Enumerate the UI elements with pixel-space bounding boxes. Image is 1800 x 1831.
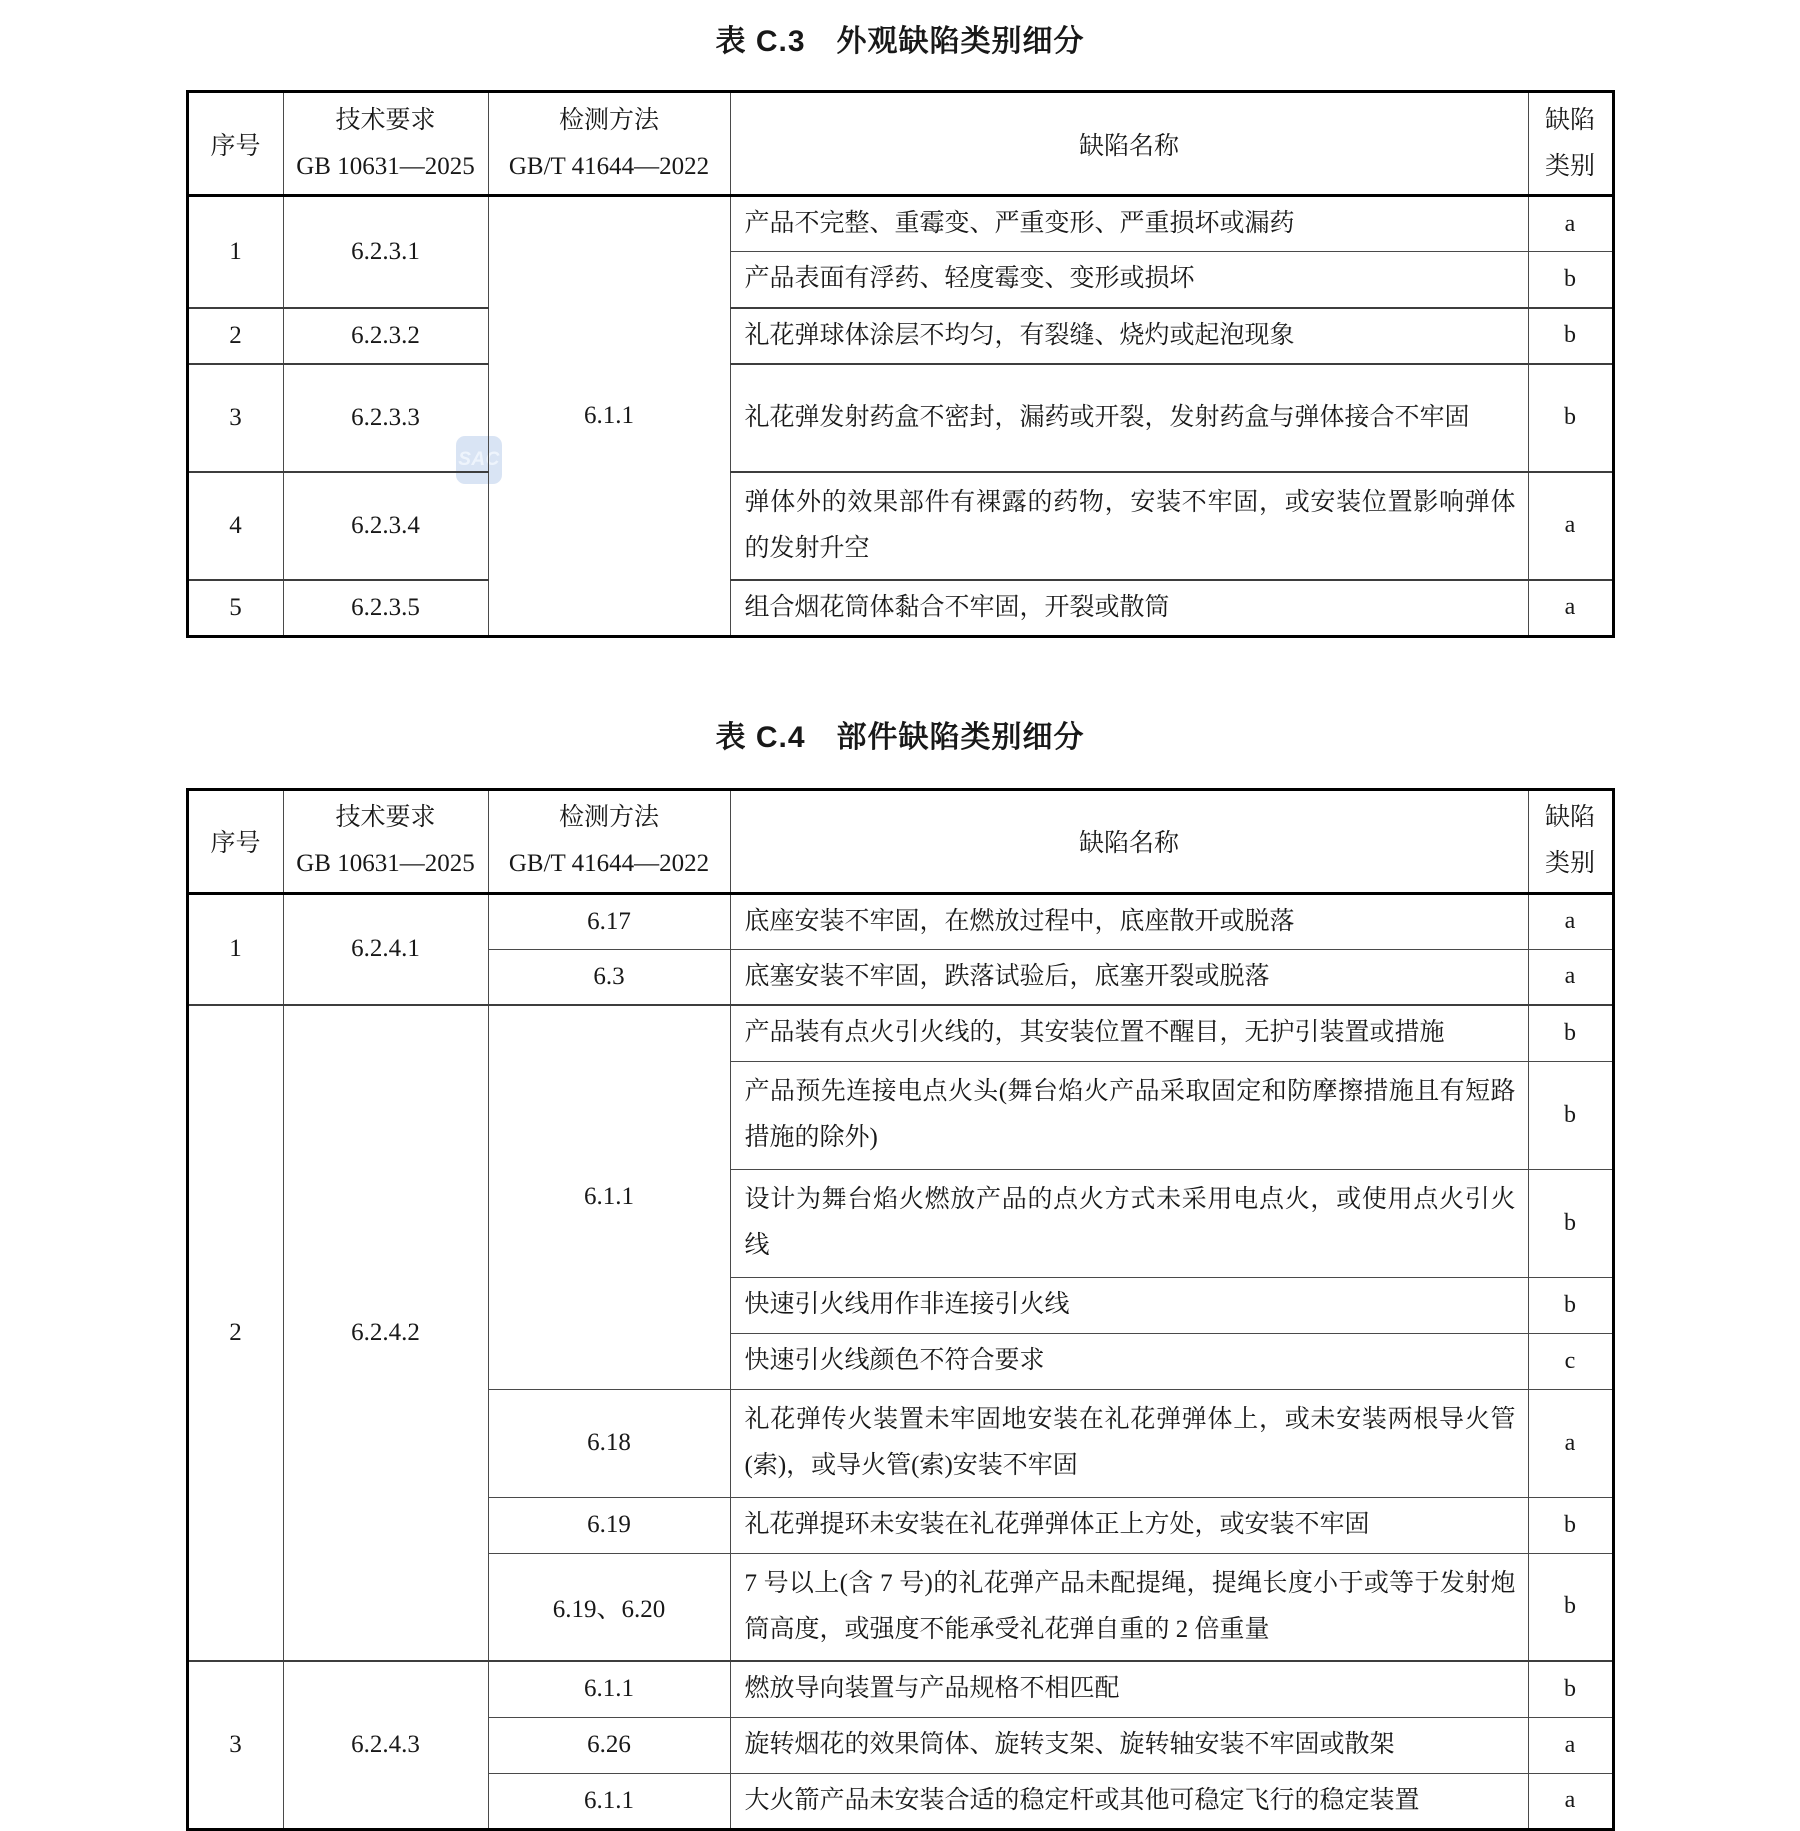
sac-watermark-label: SAC <box>458 449 500 470</box>
cell-defect-class: a <box>1528 1773 1613 1829</box>
col-header-defect-class <box>1528 92 1613 196</box>
col-header-requirement <box>283 789 488 893</box>
col-header-defect-class <box>1528 789 1613 893</box>
table-c3-header <box>187 92 1613 196</box>
cell-requirement: 6.2.3.2 <box>283 308 488 364</box>
cell-requirement: 6.2.3.5 <box>283 580 488 637</box>
cell-defect-name: 产品预先连接电点火头(舞台焰火产品采取固定和防摩擦措施且有短路措施的除外) <box>730 1061 1528 1169</box>
col-header-defect-name: 缺陷名称 <box>730 92 1528 196</box>
cell-defect-name: 组合烟花筒体黏合不牢固，开裂或散筒 <box>730 580 1528 637</box>
cell-serial: 1 <box>187 893 283 1005</box>
cell-method: 6.1.1 <box>488 1005 730 1389</box>
cell-defect-name: 礼花弹发射药盒不密封，漏药或开裂，发射药盒与弹体接合不牢固 <box>730 364 1528 472</box>
cell-serial: 5 <box>187 580 283 637</box>
cell-serial: 1 <box>187 196 283 308</box>
cell-requirement: 6.2.4.1 <box>283 893 488 1005</box>
cell-method: 6.1.1 <box>488 196 730 637</box>
cell-defect-class: a <box>1528 893 1613 949</box>
cell-defect-class: b <box>1528 252 1613 308</box>
method-header-line2: GB/T 41644—2022 <box>508 850 710 877</box>
table-c4-component-defects <box>186 788 1615 1831</box>
cell-serial: 3 <box>187 1661 283 1829</box>
table-c3-title: 表 C.3 外观缺陷类别细分 <box>715 25 1085 58</box>
cell-defect-name: 大火箭产品未安装合适的稳定杆或其他可稳定飞行的稳定装置 <box>730 1773 1528 1829</box>
defect-class-header-line1: 缺陷 <box>1544 106 1595 134</box>
method-header-line1: 检测方法 <box>558 804 659 831</box>
cell-defect-name: 弹体外的效果部件有裸露的药物，安装不牢固，或安装位置影响弹体的发射升空 <box>730 472 1528 580</box>
cell-method: 6.19、6.20 <box>488 1553 730 1661</box>
cell-requirement: 6.2.4.2 <box>283 1005 488 1661</box>
cell-defect-name: 产品不完整、重霉变、严重变形、严重损坏或漏药 <box>730 196 1528 252</box>
cell-defect-name: 燃放导向装置与产品规格不相匹配 <box>730 1661 1528 1717</box>
requirement-header-line2: GB 10631—2025 <box>296 850 475 877</box>
defect-class-header-line1: 缺陷 <box>1544 804 1595 831</box>
method-header-line2: GB/T 41644—2022 <box>508 152 710 180</box>
table-row <box>187 893 1613 949</box>
header-row <box>187 92 1613 196</box>
cell-defect-name: 产品表面有浮药、轻度霉变、变形或损坏 <box>730 252 1528 308</box>
cell-serial: 4 <box>187 472 283 580</box>
col-header-serial: 序号 <box>187 789 283 893</box>
table-c3-appearance-defects <box>186 90 1615 638</box>
col-header-method <box>488 789 730 893</box>
cell-defect-class: a <box>1528 580 1613 637</box>
cell-requirement: 6.2.4.3 <box>283 1661 488 1829</box>
table-row <box>187 1661 1613 1717</box>
table-c4-header <box>187 789 1613 893</box>
cell-defect-class: b <box>1528 364 1613 472</box>
cell-defect-class: b <box>1528 1277 1613 1333</box>
cell-defect-class: b <box>1528 1497 1613 1553</box>
cell-defect-class: b <box>1528 1005 1613 1061</box>
defect-class-header-line2: 类别 <box>1544 152 1595 180</box>
cell-defect-class: b <box>1528 1661 1613 1717</box>
cell-defect-name: 快速引火线用作非连接引火线 <box>730 1277 1528 1333</box>
cell-method: 6.1.1 <box>488 1773 730 1829</box>
cell-defect-name: 礼花弹球体涂层不均匀，有裂缝、烧灼或起泡现象 <box>730 308 1528 364</box>
col-header-requirement <box>283 92 488 196</box>
requirement-header-line1: 技术要求 <box>335 106 436 134</box>
cell-serial: 3 <box>187 364 283 472</box>
cell-defect-class: a <box>1528 1717 1613 1773</box>
cell-defect-class: a <box>1528 1389 1613 1497</box>
cell-defect-class: b <box>1528 1553 1613 1661</box>
defect-class-header-line2: 类别 <box>1544 850 1595 877</box>
cell-defect-class: b <box>1528 1169 1613 1277</box>
cell-defect-name: 旋转烟花的效果筒体、旋转支架、旋转轴安装不牢固或散架 <box>730 1717 1528 1773</box>
cell-requirement: 6.2.3.1 <box>283 196 488 308</box>
table-row <box>187 472 1613 580</box>
col-header-serial: 序号 <box>187 92 283 196</box>
cell-method: 6.17 <box>488 893 730 949</box>
cell-requirement: 6.2.3.3 <box>283 364 488 472</box>
table-row <box>187 196 1613 252</box>
requirement-header-line2: GB 10631—2025 <box>296 152 475 180</box>
cell-requirement: 6.2.3.4 <box>283 472 488 580</box>
cell-defect-class: c <box>1528 1333 1613 1389</box>
cell-method: 6.1.1 <box>488 1661 730 1717</box>
cell-defect-name: 底塞安装不牢固，跌落试验后，底塞开裂或脱落 <box>730 949 1528 1005</box>
cell-defect-class: a <box>1528 949 1613 1005</box>
cell-defect-name: 快速引火线颜色不符合要求 <box>730 1333 1528 1389</box>
cell-serial: 2 <box>187 308 283 364</box>
cell-defect-name: 礼花弹传火装置未牢固地安装在礼花弹弹体上，或未安装两根导火管(索)，或导火管(索)安装不牢固 <box>730 1389 1528 1497</box>
cell-method: 6.18 <box>488 1389 730 1497</box>
method-header-line1: 检测方法 <box>558 106 659 134</box>
table-row <box>187 580 1613 637</box>
col-header-method <box>488 92 730 196</box>
cell-defect-class: b <box>1528 1061 1613 1169</box>
cell-defect-name: 设计为舞台焰火燃放产品的点火方式未采用电点火，或使用点火引火线 <box>730 1169 1528 1277</box>
cell-method: 6.26 <box>488 1717 730 1773</box>
table-c4-title: 表 C.4 部件缺陷类别细分 <box>715 720 1085 754</box>
header-row <box>187 789 1613 893</box>
cell-defect-class: a <box>1528 472 1613 580</box>
cell-defect-class: a <box>1528 196 1613 252</box>
cell-defect-name: 产品装有点火引火线的，其安装位置不醒目，无护引装置或措施 <box>730 1005 1528 1061</box>
cell-method: 6.3 <box>488 949 730 1005</box>
table-row <box>187 364 1613 472</box>
cell-method: 6.19 <box>488 1497 730 1553</box>
requirement-header-line1: 技术要求 <box>335 804 436 831</box>
col-header-defect-name: 缺陷名称 <box>730 789 1528 893</box>
table-row <box>187 1005 1613 1061</box>
cell-defect-name: 礼花弹提环未安装在礼花弹弹体正上方处，或安装不牢固 <box>730 1497 1528 1553</box>
cell-serial: 2 <box>187 1005 283 1661</box>
cell-defect-class: b <box>1528 308 1613 364</box>
table-row <box>187 308 1613 364</box>
cell-defect-name: 7 号以上(含 7 号)的礼花弹产品未配提绳，提绳长度小于或等于发射炮筒高度，或强度不能承受礼花弹自重的 2 倍重量 <box>730 1553 1528 1661</box>
cell-defect-name: 底座安装不牢固，在燃放过程中，底座散开或脱落 <box>730 893 1528 949</box>
